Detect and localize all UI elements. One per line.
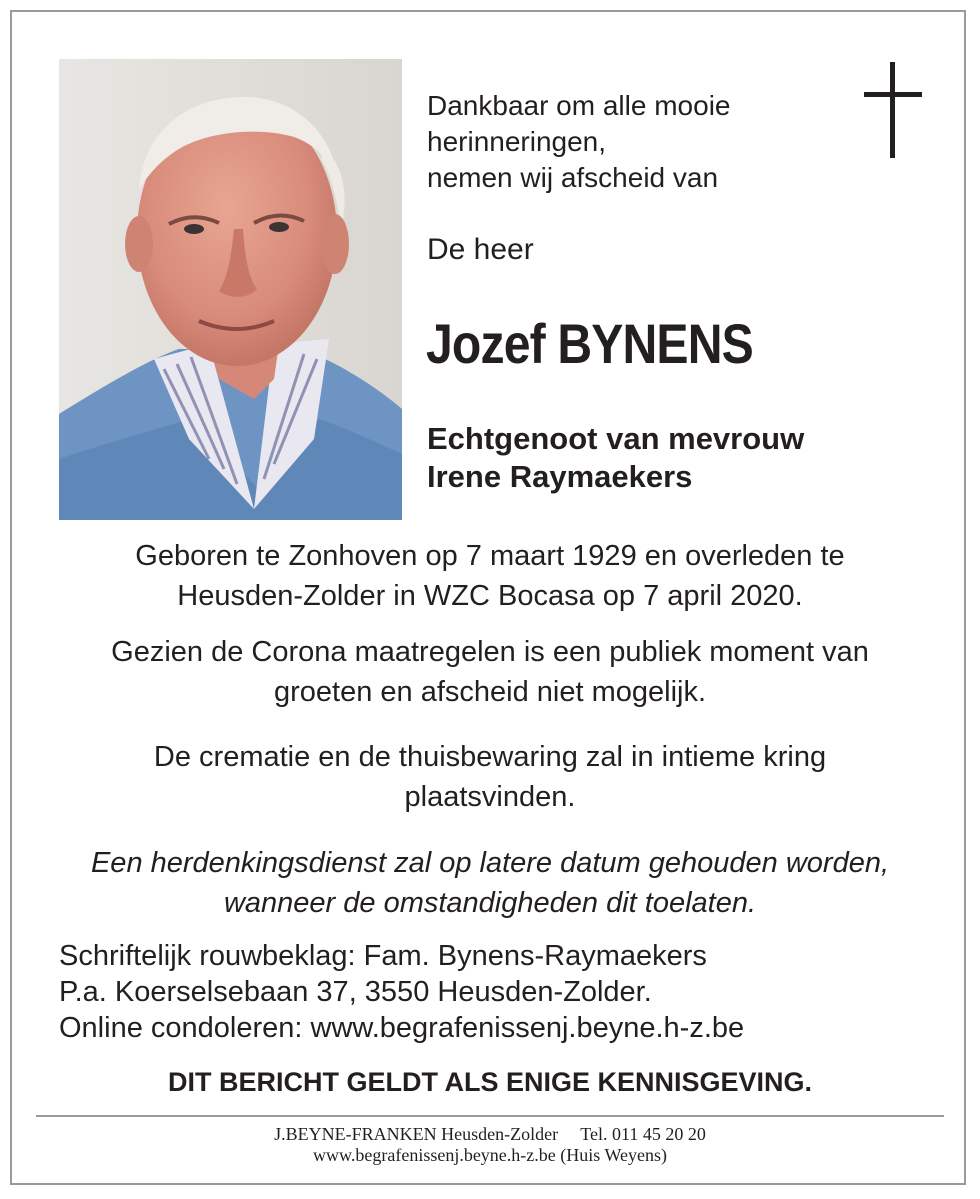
spouse-text	[427, 420, 804, 496]
funeral-home-footer	[40, 1124, 940, 1166]
memorial-paragraph	[40, 843, 940, 923]
cremation-paragraph	[40, 737, 940, 817]
paragraph-line: wanneer de omstandigheden dit toelaten.	[223, 887, 757, 919]
paragraph-line: groeten en afscheid niet mogelijk.	[273, 676, 707, 708]
contact-line: P.a. Koerselsebaan 37, 3550 Heusden-Zolder.	[59, 976, 652, 1008]
corona-paragraph	[40, 632, 940, 712]
footer-line: www.begrafenissenj.beyne.h-z.be (Huis Weyens)	[313, 1145, 667, 1165]
deceased-name: Jozef BYNENS	[426, 312, 753, 375]
footer-line: J.BEYNE-FRANKEN Heusden-Zolder Tel. 011 45 20 20	[274, 1124, 706, 1144]
portrait-photo	[59, 59, 402, 520]
spouse-line: Echtgenoot van mevrouw	[427, 421, 805, 456]
contact-line: Online condoleren: www.begrafenissenj.beyne.h-z.be	[59, 1012, 745, 1044]
honorific: De heer	[427, 233, 534, 266]
contact-line: Schriftelijk rouwbeklag: Fam. Bynens-Raymaekers	[59, 940, 707, 972]
cross-icon	[864, 62, 922, 158]
spouse-line: Irene Raymaekers	[427, 459, 693, 494]
paragraph-line: Geboren te Zonhoven op 7 maart 1929 en overleden te	[135, 540, 845, 572]
paragraph-line: Heusden-Zolder in WZC Bocasa op 7 april 2020.	[177, 580, 803, 612]
intro-line: Dankbaar om alle mooie	[427, 90, 731, 121]
contact-info	[59, 938, 744, 1046]
notice-heading: DIT BERICHT GELDT ALS ENIGE KENNISGEVING.	[167, 1067, 813, 1097]
intro-text	[427, 88, 847, 196]
paragraph-line: Gezien de Corona maatregelen is een publiek moment van	[111, 636, 869, 668]
paragraph-line: De crematie en de thuisbewaring zal in intieme kring	[153, 741, 827, 773]
footer-divider	[36, 1115, 944, 1117]
birth-death-paragraph	[40, 536, 940, 616]
paragraph-line: Een herdenkingsdienst zal op latere datum gehouden worden,	[90, 847, 890, 879]
intro-line: herinneringen,	[427, 126, 607, 157]
paragraph-line: plaatsvinden.	[404, 781, 576, 813]
intro-line: nemen wij afscheid van	[427, 162, 719, 193]
